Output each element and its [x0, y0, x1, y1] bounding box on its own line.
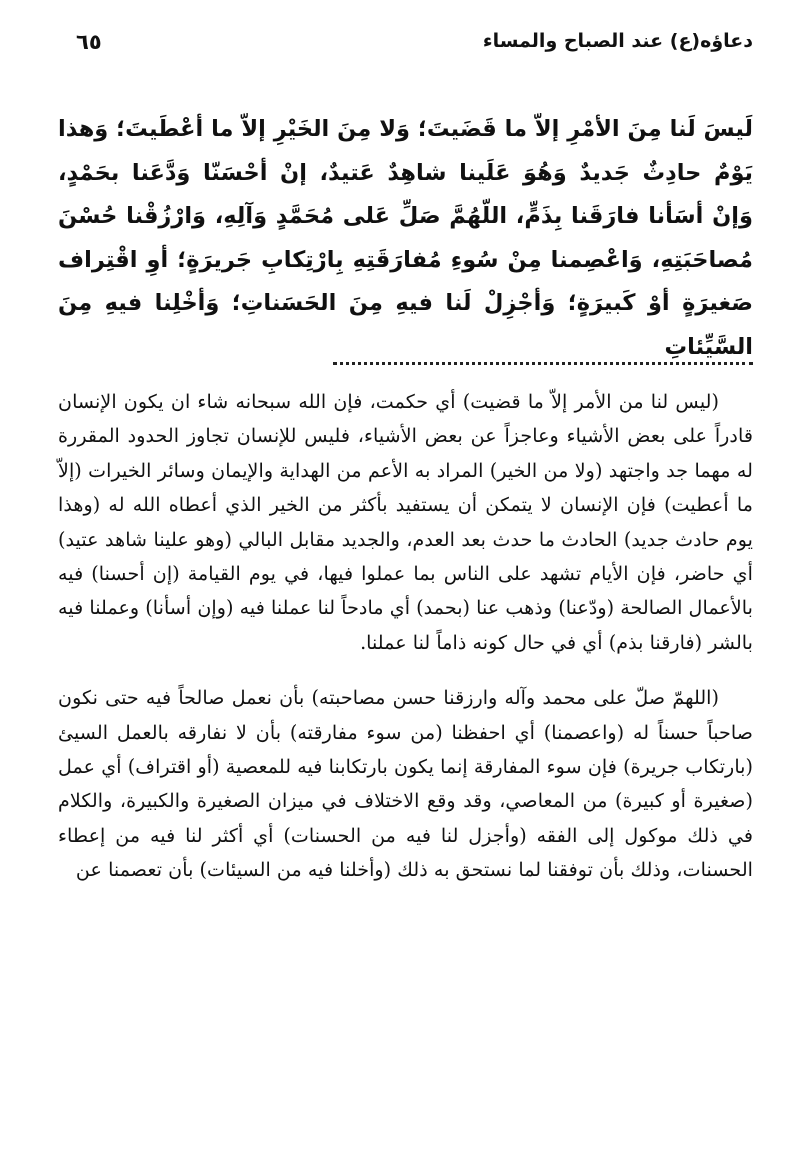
prayer-text: لَيسَ لَنا مِنَ الأمْرِ إلاّ ما قَضَيتَ؛ وَلا مِنَ الخَيْرِ إلاّ ما أعْطَيتَ؛ وَهذا يَوْمٌ حادِثٌ جَديدٌ وَهُوَ عَلَينا شاهِدٌ عَتيدٌ، إنْ أحْسَنّا وَدَّعَنا بحَمْدٍ، وَإنْ أسَأنا فارَقَنا بِذَمٍّ، اللّهُمَّ صَلِّ عَلى مُحَمَّدٍ وَآلِهِ، وَارْزُقْنا حُسْنَ مُصاحَبَتِهِ، وَاعْصِمنا مِنْ سُوءِ مُفارَقَتِهِ بِارْتِكابِ جَريرَةٍ؛ أوِ اقْتِراف صَغيرَةٍ أوْ كَبيرَةٍ؛ وَأجْزِلْ لَنا فيهِ مِنَ الحَسَناتِ؛ وَأخْلِنا فيهِ مِنَ السَّيِّئاتِ	[58, 116, 753, 360]
prayer-text-block	[58, 108, 753, 369]
commentary-paragraph: (اللهمّ صلّ على محمد وآله وارزقنا حسن مصاحبته) بأن نعمل صالحاً فيه حتى نكون صاحباً حسناً له (واعصمنا) أي احفظنا (من سوء مفارقته) بأن لا نفارقه بالعمل السيئ (بارتكاب جريرة) فإن سوء المفارقة إنما يكون بارتكابنا فيه للمعصية (أو اقتراف) أي عمل (صغيرة أو كبيرة) من المعاصي، وقد وقع الاختلاف في ميزان الصغيرة والكبيرة، والكلام في ذلك موكول إلى الفقه (وأجزل لنا فيه من الحسنات) أي أكثر لنا فيه من إعطاء الحسنات، وذلك بأن توفقنا لما نستحق به ذلك (وأخلنا فيه من السيئات) بأن تعصمنا عن	[58, 686, 753, 882]
dotted-divider	[333, 362, 753, 365]
commentary-paragraph: (ليس لنا من الأمر إلاّ ما قضيت) أي حكمت، فإن الله سبحانه شاء ان يكون الإنسان قادراً على بعض الأشياء وعاجزاً عن بعض الأشياء، فليس للإنسان تجاوز الحدود المقررة له مهما جد واجتهد (ولا من الخير) المراد به الأعم من الهداية والإيمان وسائر الخيرات (إلاّ ما أعطيت) فإن الإنسان لا يتمكن أن يستفيد بأكثر من الخير الذي أعطاه الله له (وهذا يوم حادث جديد) الحادث ما حدث بعد العدم، والجديد مقابل البالي (وهو علينا شاهد عتيد) أي حاضر، فإن الأيام تشهد على الناس بما عملوا فيها، في يوم القيامة (إن أحسنا) فيه بالأعمال الصالحة (ودّعنا) وذهب عنا (بحمد) أي مادحاً لنا عملنا فيه (وإن أسأنا) وعملنا فيه بالشر (فارقنا بذم) أي في حال كونه ذاماً لنا عملنا.	[58, 390, 753, 654]
commentary-block	[58, 385, 753, 888]
page-header	[58, 30, 753, 62]
page-title: دعاؤه(ع) عند الصباح والمساء	[482, 30, 753, 52]
page-number: ٦٥	[76, 30, 102, 54]
